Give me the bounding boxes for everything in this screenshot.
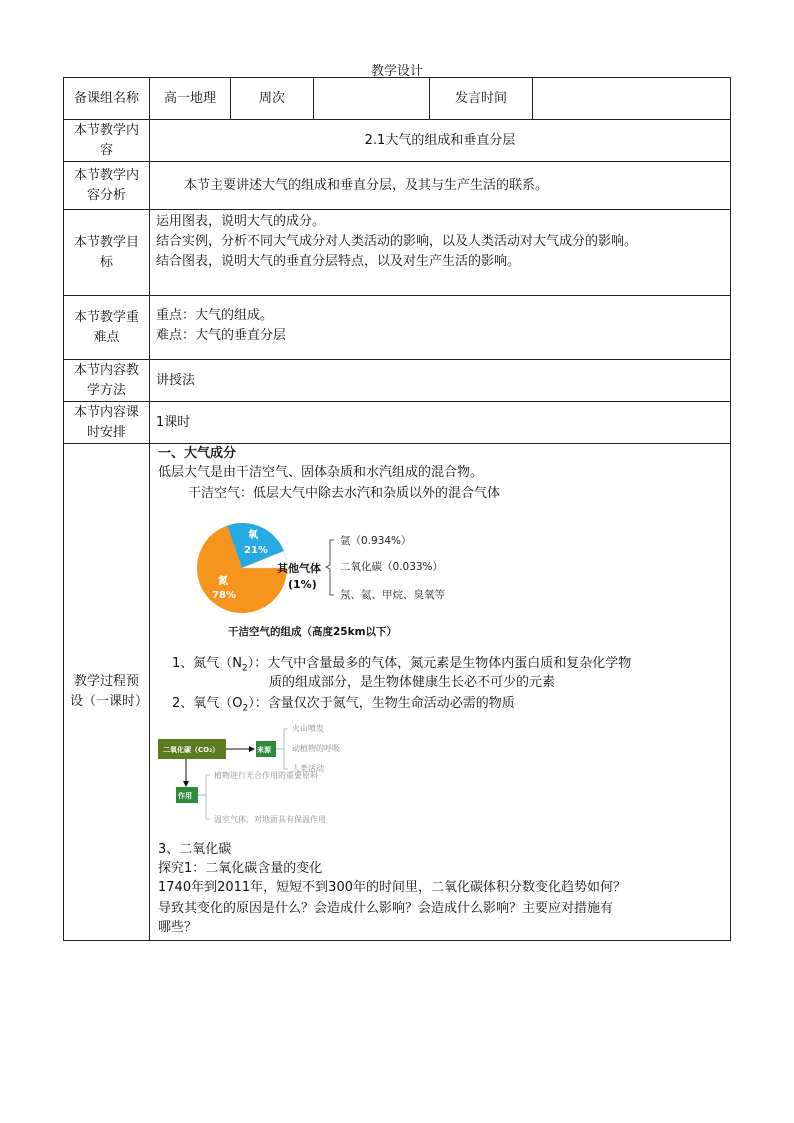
- effect-item: 温室气体，对地面具有保温作用: [214, 815, 326, 824]
- source-label: 来源: [257, 746, 271, 754]
- o2-sub: 2: [242, 703, 249, 714]
- goal-item: 结合图表，说明大气的垂直分层特点，以及对生产生活的影响。: [156, 254, 521, 269]
- nitrogen-pct: 78%: [212, 590, 236, 601]
- schedule-value: 1课时: [150, 402, 731, 444]
- source-item: 动植物的呼吸: [292, 744, 340, 753]
- speak-time-value: [533, 78, 731, 120]
- question-line: 哪些？: [158, 920, 198, 935]
- process-label: 教学过程预设（一课时）: [64, 444, 150, 941]
- oxygen-pct: 21%: [244, 545, 268, 556]
- lesson-plan-table: [63, 77, 731, 941]
- others-item: 氩（0.934%）: [340, 535, 412, 547]
- content-value: 2.1大气的组成和垂直分层: [150, 120, 731, 162]
- process-cell: [150, 444, 731, 941]
- group-value: 高一地理: [150, 78, 231, 120]
- content-label: 本节教学内容: [64, 120, 150, 162]
- co2-diagram: [156, 719, 376, 834]
- section1-title: 一、大气成分: [158, 446, 237, 461]
- air-composition-pie: [172, 518, 492, 648]
- method-label: 本节内容教学方法: [64, 360, 150, 402]
- others-brace: [326, 540, 334, 595]
- others-item: 二氧化碳（0.033%）: [340, 561, 444, 573]
- o2-label: 2、氧气（O: [172, 696, 243, 711]
- others-item: 氖、氦、甲烷、臭氧等: [340, 589, 445, 601]
- effect-item: 植物进行光合作用的重要原料: [214, 771, 318, 780]
- co2-main-label: 二氧化碳（CO₂）: [163, 746, 220, 754]
- dry-air-text: 干洁空气：低层大气中除去水汽和杂质以外的混合气体: [188, 486, 501, 501]
- source-item: 人类活动: [292, 764, 324, 773]
- goal-item: 结合实例，分析不同大气成分对人类活动的影响，以及人类活动对大气成分的影响。: [156, 234, 638, 249]
- explore-title: 探究1：二氧化碳含量的变化: [158, 861, 323, 876]
- question-line: 1740年到2011年，短短不到300年的时间里，二氧化碳体积分数变化趋势如何？: [158, 880, 626, 895]
- analysis-value: 本节主要讲述大气的组成和垂直分层，及其与生产生活的联系。: [150, 162, 731, 210]
- schedule-label: 本节内容课时安排: [64, 402, 150, 444]
- intro-text: 低层大气是由干洁空气、固体杂质和水汽组成的混合物。: [158, 465, 484, 480]
- goal-item: 运用图表，说明大气的成分。: [156, 214, 326, 229]
- n2-label: 1、氮气（N: [172, 656, 242, 671]
- nitrogen-label: 氮: [218, 576, 228, 587]
- group-label: 备课组名称: [64, 78, 150, 120]
- source-item: 火山喷发: [292, 724, 324, 733]
- n2-text2: 质的组成部分，是生物体健康生长必不可少的元素: [269, 675, 556, 690]
- co2-title: 3、二氧化碳: [158, 842, 232, 857]
- o2-text: ）：含量仅次于氮气，生物生命活动必需的物质: [248, 696, 515, 711]
- o2-line: [172, 694, 515, 719]
- oxygen-label: 氧: [248, 530, 258, 541]
- others-label: 其他气体: [277, 562, 321, 575]
- speak-time-label: 发言时间: [430, 78, 533, 120]
- others-pct: (1%): [288, 578, 317, 591]
- question-line: 导致其变化的原因是什么？会造成什么影响？会造成什么影响？主要应对措施有: [158, 901, 614, 916]
- page-title: 教学设计: [370, 64, 423, 79]
- difficult-point: 难点：大气的垂直分层: [156, 328, 287, 343]
- analysis-label: 本节教学内容分析: [64, 162, 150, 210]
- key-points-label: 本节教学重难点: [64, 296, 150, 360]
- n2-text: ）：大气中含量最多的气体，氮元素是生物体内蛋白质和复杂化学物: [247, 656, 632, 671]
- effect-label: 作用: [178, 792, 192, 800]
- method-value: 讲授法: [150, 360, 731, 402]
- pie-caption: 干洁空气的组成（高度25km以下）: [228, 626, 398, 638]
- week-label: 周次: [231, 78, 314, 120]
- goals-label: 本节教学目标: [64, 210, 150, 296]
- n2-sub: 2: [242, 663, 248, 674]
- week-value: [314, 78, 430, 120]
- key-point: 重点：大气的组成。: [156, 308, 274, 323]
